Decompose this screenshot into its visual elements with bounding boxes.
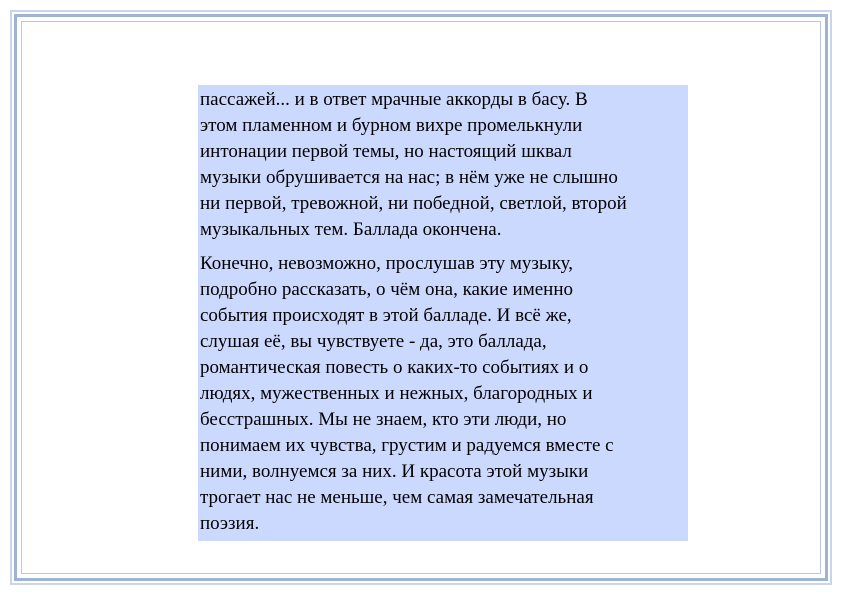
paragraph-2: Конечно, невозможно, прослушав эту музыку, подробно рассказать, о чём она, какие именно события происходят в этой балладе. И всё же, слушая её, вы чувствуете - да, это баллада, романтическая повесть о каких-то событиях и о людях, мужественных и нежных, благородных и бесстрашных. Мы не знаем, кто эти люди, но понимаем их чувства, грустим и радуемся вместе с ними, волнуемся за них. И красота этой музыки трогает нас не меньше, чем самая замечательная поэзия. — [200, 253, 614, 534]
paragraph-1: пассажей... и в ответ мрачные аккорды в басу. В этом пламенном и бурном вихре промелькнули интонации первой темы, но настоящий шквал музыки обрушивается на нас; в нём уже не слышно ни первой, тревожной, ни победной, светлой, второй музыкальных тем. Баллада окончена. — [200, 89, 627, 240]
text-box — [198, 85, 688, 541]
